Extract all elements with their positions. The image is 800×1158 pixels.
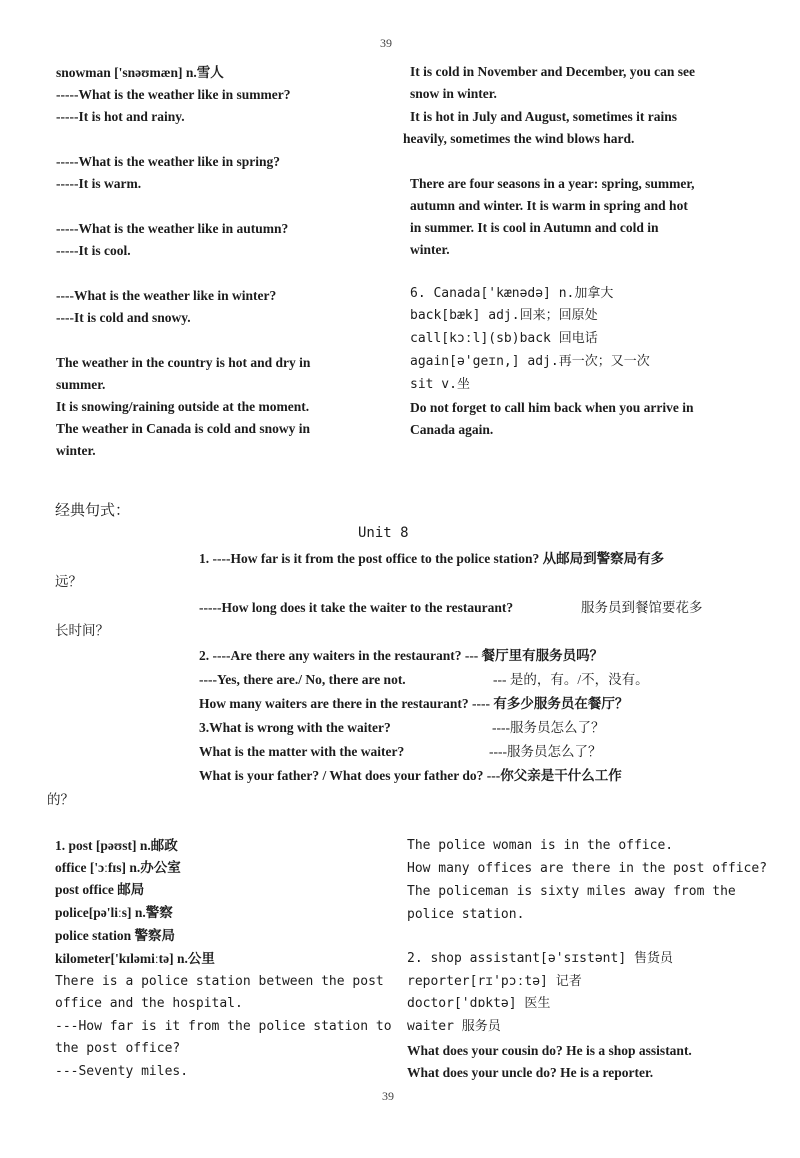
answer-spring: -----It is warm. [56, 176, 142, 191]
vocab-kilometer: kilometer['kɪləmiːtə] n.公里 [55, 951, 215, 966]
vocab-call-back: call[kɔːl](sb)back 回电话 [410, 331, 598, 346]
pattern-how-many: How many waiters are there in the restaurant? ---- 有多少服务员在餐厅？ [199, 696, 629, 711]
pattern-matter: What is the matter with the waiter? [199, 744, 405, 759]
example-sentence: Canada again. [410, 422, 494, 437]
question-winter: ----What is the weather like in winter? [56, 288, 277, 303]
example-sentence: in summer. It is cool in Autumn and cold in [410, 220, 659, 235]
example-sentence: It is snowing/raining outside at the moment. [56, 399, 310, 414]
pattern-how-long-cn: 服务员到餐馆要花多 [581, 600, 703, 615]
example-sentence: It is hot in July and August, sometimes it rains [410, 109, 678, 124]
pattern-how-far-cont: 远？ [55, 574, 82, 589]
pattern-how-far: 1. ----How far is it from the post office to the police station? 从邮局到警察局有多 [199, 551, 665, 566]
unit-title: Unit 8 [358, 525, 409, 541]
pattern-wrong-cn: ----服务员怎么了？ [492, 720, 605, 735]
vocab-reporter: reporter[rɪ'pɔːtə] 记者 [407, 974, 582, 989]
section-title: 经典句式： [55, 501, 131, 519]
pattern-how-long-cont: 长时间？ [55, 623, 109, 638]
page-number-bottom: 39 [382, 1089, 394, 1103]
vocab-post-office: post office 邮局 [55, 882, 145, 897]
pattern-father: What is your father? / What does your father do? ---你父亲是干什么工作 [199, 768, 622, 783]
example-sentence: What does your uncle do? He is a reporter. [407, 1065, 654, 1080]
example-question: the post office? [55, 1041, 181, 1056]
example-sentence: office and the hospital. [55, 996, 243, 1011]
vocab-doctor: doctor['dɒktə] 医生 [407, 996, 551, 1011]
example-sentence: police station. [407, 907, 525, 922]
example-sentence: How many offices are there in the post office? [407, 861, 768, 876]
pattern-yes-no-cn: --- 是的，有。/不，没有。 [493, 672, 649, 687]
example-sentence: There is a police station between the post [55, 974, 384, 989]
example-sentence: The police woman is in the office. [407, 838, 674, 853]
example-sentence: heavily, sometimes the wind blows hard. [403, 131, 635, 146]
example-sentence: There are four seasons in a year: spring, summer, [410, 176, 695, 191]
vocab-post: 1. post [pəʊst] n.邮政 [55, 838, 178, 853]
vocab-again: again[ə'geɪn,] adj.再一次；又一次 [410, 354, 650, 369]
vocab-canada: 6. Canada['kænədə] n.加拿大 [410, 286, 614, 301]
vocab-sit: sit v.坐 [410, 377, 470, 392]
vocab-office: office ['ɔːfɪs] n.办公室 [55, 860, 181, 875]
example-sentence: The weather in the country is hot and dry in [56, 355, 311, 370]
vocab-waiter: waiter 服务员 [407, 1019, 501, 1034]
example-sentence: summer. [56, 377, 106, 392]
example-sentence: The policeman is sixty miles away from the [407, 884, 736, 899]
example-sentence: winter. [410, 242, 450, 257]
example-sentence: Do not forget to call him back when you arrive in [410, 400, 694, 415]
pattern-yes-no: ----Yes, there are./ No, there are not. [199, 672, 406, 687]
vocab-snowman: snowman ['snəʊmæn] n.雪人 [56, 65, 224, 80]
question-autumn: -----What is the weather like in autumn? [56, 221, 289, 236]
example-sentence: snow in winter. [410, 86, 497, 101]
question-spring: -----What is the weather like in spring? [56, 154, 280, 169]
vocab-police-station: police station 警察局 [55, 928, 175, 943]
example-sentence: winter. [56, 443, 96, 458]
pattern-matter-cn: ----服务员怎么了？ [489, 744, 602, 759]
vocab-back: back[bæk] adj.回来；回原处 [410, 308, 598, 323]
pattern-are-there: 2. ----Are there any waiters in the restaurant? --- 餐厅里有服务员吗？ [199, 648, 604, 663]
pattern-how-long: -----How long does it take the waiter to the restaurant? [199, 600, 514, 615]
vocab-police: police[pə'liːs] n.警察 [55, 905, 173, 920]
example-sentence: autumn and winter. It is warm in spring and hot [410, 198, 688, 213]
example-sentence: The weather in Canada is cold and snowy in [56, 421, 311, 436]
vocab-shop-assistant: 2. shop assistant[ə'sɪstənt] 售货员 [407, 951, 673, 966]
example-sentence: What does your cousin do? He is a shop assistant. [407, 1043, 692, 1058]
example-question: ---How far is it from the police station to [55, 1019, 392, 1034]
example-answer: ---Seventy miles. [55, 1064, 189, 1079]
page-number-top: 39 [380, 36, 392, 50]
answer-summer: -----It is hot and rainy. [56, 109, 185, 124]
pattern-wrong: 3.What is wrong with the waiter? [199, 720, 391, 735]
example-sentence: It is cold in November and December, you can see [410, 64, 695, 79]
question-summer: -----What is the weather like in summer? [56, 87, 291, 102]
answer-winter: ----It is cold and snowy. [56, 310, 191, 325]
answer-autumn: -----It is cool. [56, 243, 131, 258]
pattern-father-cont: 的？ [47, 792, 74, 807]
